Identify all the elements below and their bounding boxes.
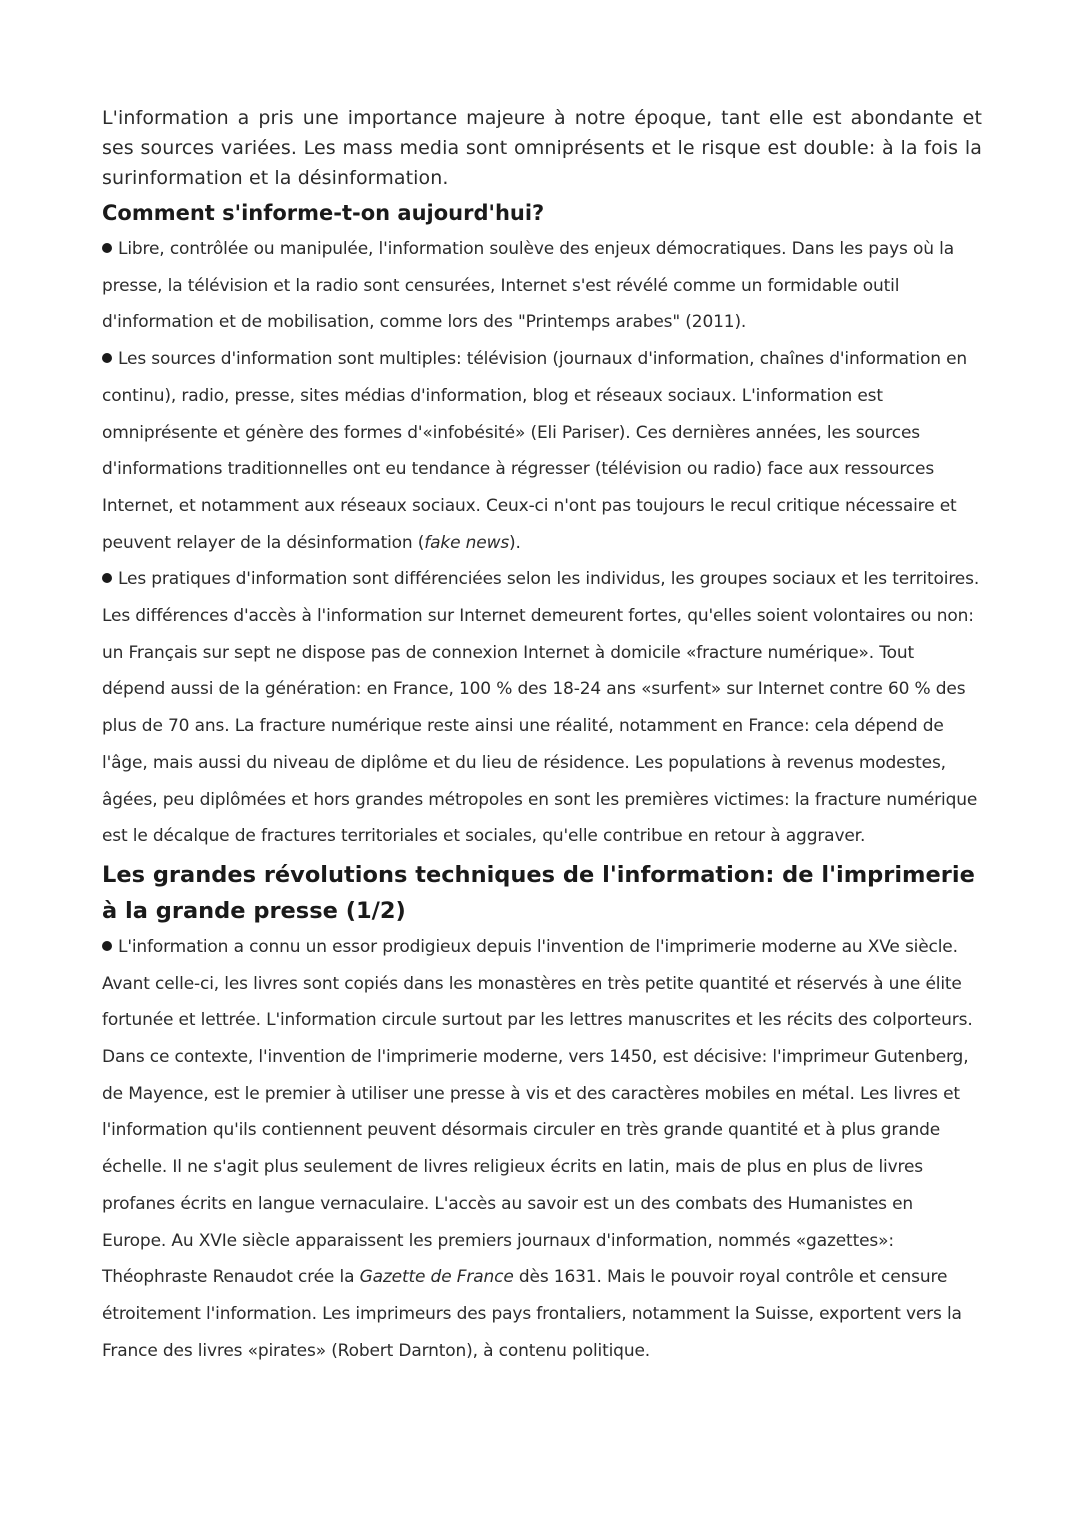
intro-paragraph: L'information a pris une importance majeure à notre époque, tant elle est abondante et ses sources variées. Les mass media sont omniprésents et le risque est double: à la fois la surinformation et la désinformation. — [102, 107, 982, 189]
bullet-icon — [102, 353, 112, 363]
bullet-text: L'information a connu un essor prodigieux depuis l'invention de l'imprimerie moderne au XVe siècle. Avant celle-ci, les livres sont copiés dans les monastères en très petite quantité et réservés à une élite fortunée et lettrée. L'information circule surtout par les lettres manuscrites et les récits des colporteurs. Dans ce contexte, l'invention de l'imprimerie moderne, vers 1450, est décisive: l'imprimeur Gutenberg, de Mayence, est le premier à utiliser une presse à vis et des caractères mobiles en métal. Les livres et l'information qu'ils contiennent peuvent désormais circuler en très grande quantité et à plus grande échelle. Il ne s'agit plus seulement de livres religieux écrits en latin, mais de plus en plus de livres profanes écrits en langue vernaculaire. L'accès au savoir est un des combats des Humanistes en Europe. Au XVIe siècle apparaissent les premiers journaux d'information, nommés «gazettes»: Théophraste Renaudot crée la — [102, 936, 973, 1288]
section-heading-revolutions: Les grandes révolutions techniques de l'information: de l'imprimerie à la grande presse (1/2) — [102, 861, 975, 924]
section-heading-sinformer: Comment s'informe-t-on aujourd'hui? — [102, 201, 545, 225]
bullet-text: Les pratiques d'information sont différenciées selon les individus, les groupes sociaux et les territoires. Les différences d'accès à l'information sur Internet demeurent fortes, qu'elles soient volontaires ou non: un Français sur sept ne dispose pas de connexion Internet à domicile «fracture numérique». Tout dépend aussi de la génération: en France, 100 % des 18-24 ans «surfent» sur Internet contre 60 % des plus de 70 ans. La fracture numérique reste ainsi une réalité, notamment en France: cela dépend de l'âge, mais aussi du niveau de diplôme et du lieu de résidence. Les populations à revenus modestes, âgées, peu diplômées et hors grandes métropoles en sont les premières victimes: la fracture numérique est le décalque de fractures territoriales et sociales, qu'elle contribue en retour à aggraver. — [102, 569, 980, 847]
document-page — [102, 103, 982, 1369]
bullet-paragraph-imprimerie — [102, 929, 982, 1369]
bullet-text-italic: fake news — [424, 532, 510, 553]
bullet-icon — [102, 243, 112, 253]
bullet-text-end: dès 1631. Mais le pouvoir royal contrôle et censure étroitement l'information. Les imprimeurs des pays frontaliers, notamment la Suisse, exportent vers la France des livres «pirates» (Robert Darnton), à contenu politique. — [102, 1267, 962, 1361]
bullet-text: Libre, contrôlée ou manipulée, l'information soulève des enjeux démocratiques. Dans les pays où la presse, la télévision et la radio sont censurées, Internet s'est révélé comme un formidable outil d'information et de mobilisation, comme lors des "Printemps arabes" (2011). — [102, 239, 954, 333]
bullet-icon — [102, 941, 112, 951]
bullet-text-end: ). — [509, 532, 521, 553]
bullet-paragraph-sources — [102, 341, 982, 561]
bullet-paragraph-pratiques — [102, 561, 982, 855]
bullet-paragraph-enjeux — [102, 231, 982, 341]
bullet-text: Les sources d'information sont multiples: télévision (journaux d'information, chaînes d'information en continu), radio, presse, sites médias d'information, blog et réseaux sociaux. L'information est omniprésente et génère des formes d'«infobésité» (Eli Pariser). Ces dernières années, les sources d'informations traditionnelles ont eu tendance à régresser (télévision ou radio) face aux ressources Internet, et notamment aux réseaux sociaux. Ceux-ci n'ont pas toujours le recul critique nécessaire et peuvent relayer de la désinformation ( — [102, 349, 968, 553]
bullet-icon — [102, 573, 112, 583]
bullet-text-italic: Gazette de France — [359, 1267, 514, 1288]
